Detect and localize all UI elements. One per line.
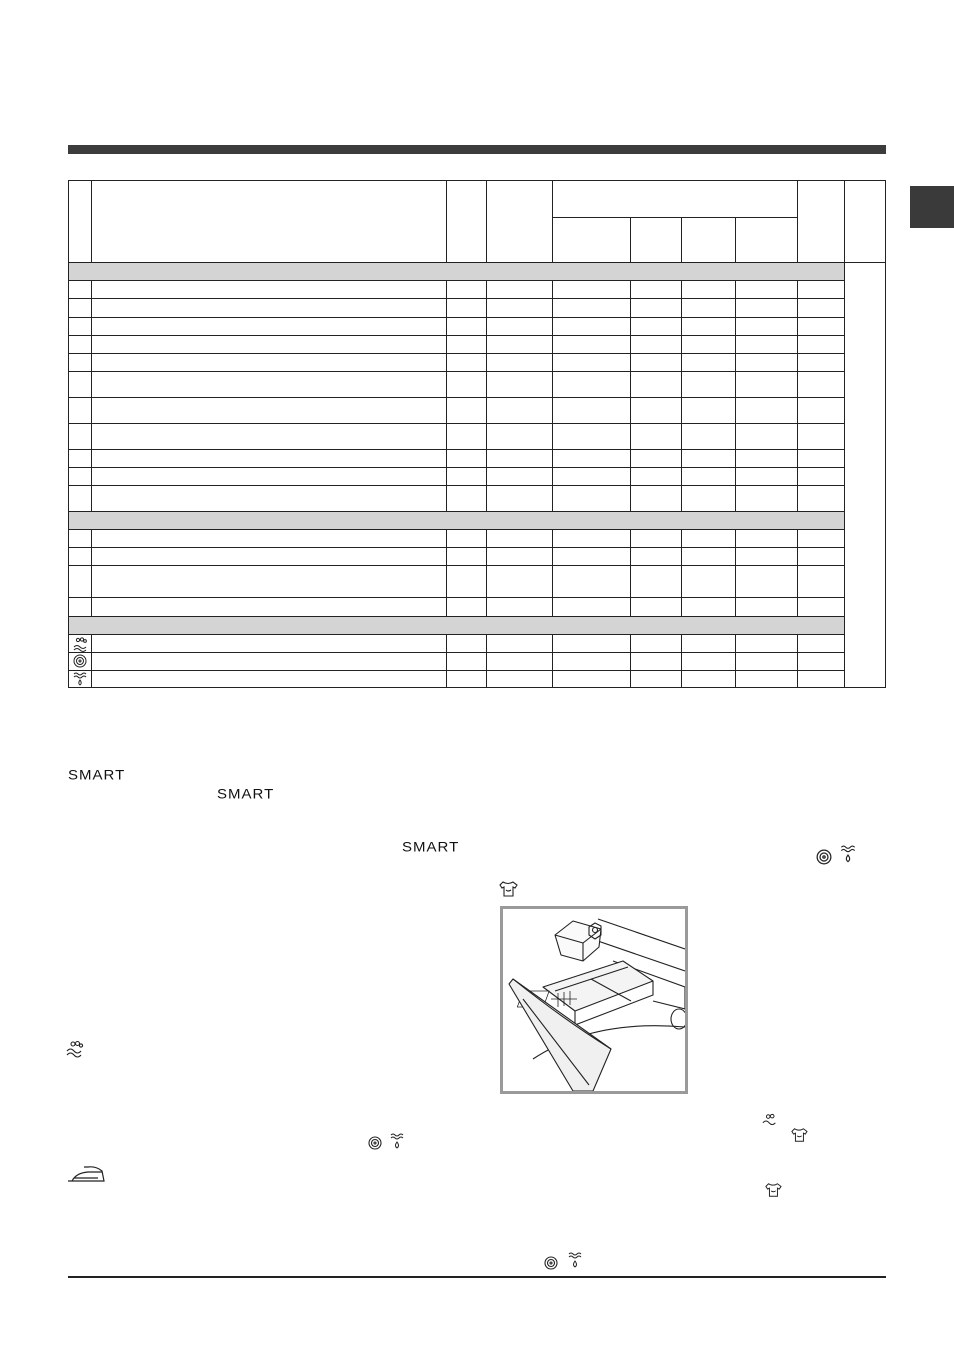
drain-icon [74,673,86,685]
detergent-drawer-figure [500,906,688,1094]
smart-logo: SMART [68,767,126,784]
drain-icon [390,1133,404,1151]
program-table [68,180,886,688]
drain-icon [840,845,856,865]
spin-icon [74,655,86,667]
smart-logo: SMART [217,786,275,803]
spin-icon [544,1256,558,1270]
table-section-header [68,511,844,529]
spin-icon [368,1136,382,1150]
shirt-icon [790,1127,808,1143]
header-bar [68,145,886,154]
footer-rule [68,1276,886,1278]
shirt-icon [498,880,518,898]
smart-logo: SMART [402,839,460,856]
drain-icon [568,1252,582,1270]
table-grid [68,180,886,688]
rinse-icon [762,1113,778,1129]
iron-icon [66,1163,106,1185]
shirt-icon [764,1182,782,1198]
section-tab [910,186,954,228]
spin-icon [816,849,832,865]
rinse-icon [66,1040,84,1058]
table-section-header [68,616,844,634]
table-section-header [68,262,844,280]
rinse-icon [74,638,86,652]
